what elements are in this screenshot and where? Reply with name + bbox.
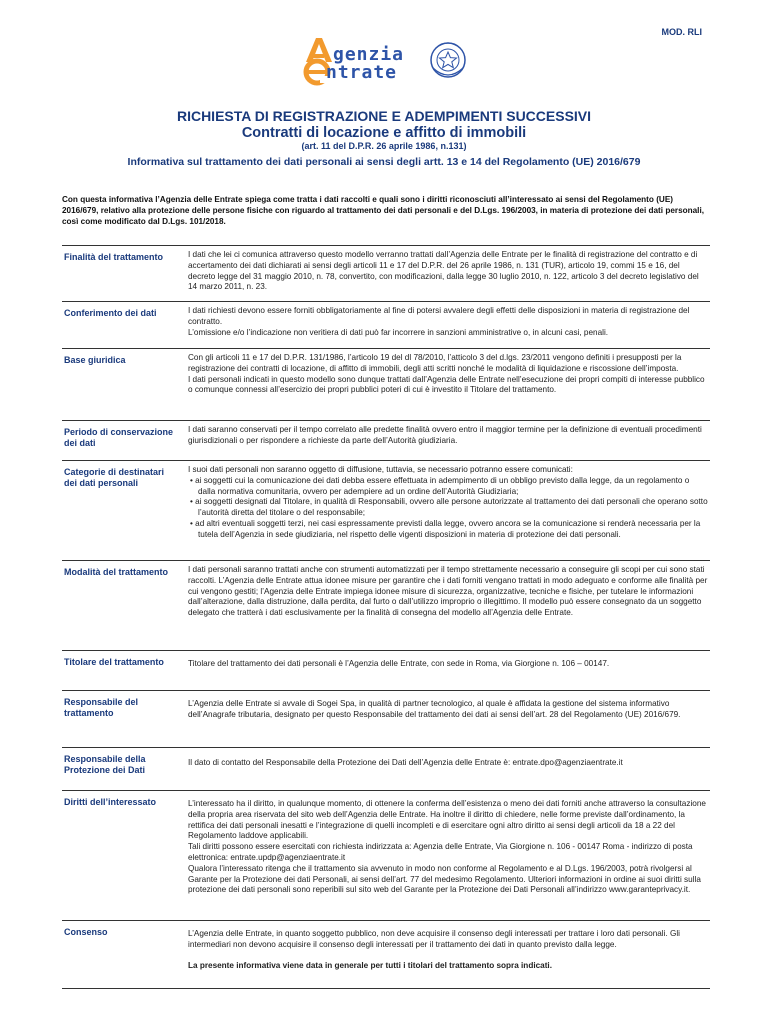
section-label: Titolare del trattamento	[64, 657, 164, 667]
section-finalita	[62, 245, 710, 302]
section-content	[188, 306, 708, 338]
paragraph: Tali diritti possono essere esercitati con richiesta indirizzata a: Agenzia delle Entrate, Via Giorgione n. 106 - 00147 Roma - indirizzo di posta elettronica: entrate.updp@agenziaentrate.it	[188, 842, 693, 862]
section-base-giuridica	[62, 348, 710, 421]
paragraph: L’interessato ha il diritto, in qualunque momento, di ottenere la conferma dell’esistenza o meno dei dati forniti anche attraverso la consultazione della propria area riservata del sito web dell’Agenzia delle Entrate. Ha inoltre il diritto di chiedere, nelle forme previste dall’ordinamento, la rettifica dei dati personali inesatti e l’integrazione di quelli incompleti e di esercitare ogni altro diritto ai sensi degli articoli da 18 a 22 del Regolamento laddove applicabili.	[188, 799, 706, 841]
model-code: MOD. RLI	[661, 27, 702, 37]
section-label: Responsabile della Protezione dei Dati	[64, 754, 146, 775]
paragraph: Con gli articoli 11 e 17 del D.P.R. 131/1986, l’articolo 19 del dl 78/2010, l’atticolo 3 del d.lgs. 23/2011 vengono definiti i presupposti per la registrazione dei contratti di locazione, di affitto di immobili, degli atti scritti nonché le modalità di liquidazione e riscossione dell’imposta.	[188, 353, 682, 373]
section-label: Diritti dell’interessato	[64, 797, 157, 807]
intro-paragraph: Con questa informativa l’Agenzia delle Entrate spiega come tratta i dati raccolti e quali sono i diritti riconosciuti all’interessato ai sensi del Regolamento (UE) 2016/679, relativo alla protezione delle persone fisiche con riguardo al trattamento dei dati personali e del D.Lgs. 196/2003, in materia di protezione dei dati personali, così come modificato dal D.Lgs. 101/2018.	[62, 195, 705, 226]
section-label: Responsabile del trattamento	[64, 697, 139, 718]
section-diritti	[62, 790, 710, 921]
paragraph: L’omissione e/o l’indicazione non veritiera di dati può far incorrere in sanzioni amministrative o, in alcuni casi, penali.	[188, 327, 609, 337]
section-label: Base giuridica	[64, 355, 126, 365]
paragraph: Titolare del trattamento dei dati personali è l’Agenzia delle Entrate, con sede in Roma, via Giorgione n. 106 – 00147.	[188, 659, 610, 668]
privacy-notice-title: Informativa sul trattamento dei dati personali ai sensi degli artt. 13 e 14 del Regolamento (UE) 2016/679	[127, 156, 641, 168]
section-content	[188, 799, 708, 896]
section-content	[188, 353, 708, 396]
paragraph: Il dato di contatto del Responsabile della Protezione dei Dati dell’Agenzia delle Entrate è: entrate.dpo@agenziaentrate.it	[188, 758, 623, 767]
section-label: Periodo di conservazione dei dati	[64, 427, 174, 448]
paragraph: I dati saranno conservati per il tempo correlato alle predette finalità ovvero entro il maggior termine per la definizione di eventuali procedimenti giurisdizionali o per rispondere a richieste da parte dell’Autorità giudiziaria.	[188, 425, 702, 445]
section-content	[188, 465, 708, 541]
agenzia-entrate-logo	[300, 34, 468, 86]
section-modalita	[62, 560, 710, 651]
paragraph: L’Agenzia delle Entrate, in quanto soggetto pubblico, non deve acquisire il consenso degli interessati per trattare i loro dati personali. Gli intermediari non devono acquisire il consenso degli interessati per il trattamento dei dati in quanto previsto dalla legge.	[188, 929, 681, 949]
section-content	[188, 929, 708, 971]
paragraph: I dati personali indicati in questo modello sono dunque trattati dall’Agenzia delle Entrate nell’esecuzione dei propri compiti di interesse pubblico o comunque connessi all’esercizio dei propri pubblici poteri di cui è investito il Titolare del trattamento.	[188, 374, 705, 395]
closing-statement: La presente informativa viene data in generale per tutti i titolari del trattamento sopra indicati.	[188, 960, 552, 970]
section-titolare	[62, 650, 710, 691]
bullet-item: • ad altri eventuali soggetti terzi, nei casi espressamente previsti dalla legge, ovvero ancora se la comunicazione si renderà necessaria per la tutela dell’Agenzia in sede giudiziaria, nel rispetto delle vigenti disposizioni in materia di protezione dei dati personali.	[190, 518, 701, 539]
section-label: Categorie di destinatari dei dati personali	[64, 467, 165, 488]
section-consenso	[62, 920, 710, 989]
paragraph: I suoi dati personali non saranno oggetto di diffusione, tuttavia, se necessario potranno essere comunicati:	[188, 465, 573, 474]
logo-text-agenzia: genzia	[333, 44, 405, 65]
document-subtitle: Contratti di locazione e affitto di immobili	[241, 125, 527, 141]
section-content	[188, 250, 708, 293]
logo-text-entrate: ntrate	[326, 62, 398, 83]
section-conferimento	[62, 301, 710, 349]
paragraph: Qualora l’interessato ritenga che il trattamento sia avvenuto in modo non conforme al Regolamento e al D.Lgs. 196/2003, potrà rivolgersi al Garante per la Protezione dei dati Personali, ai sensi dell’art. 77 del medesimo Regolamento. Ulteriori informazioni in ordine ai suoi diritti sulla protezione dei dati personali sono reperibili sul sito web del Garante per la Protezione dei Dati Personali all’indirizzo www.garanteprivacy.it.	[188, 863, 701, 895]
paragraph: I dati che lei ci comunica attraverso questo modello verranno trattati dall’Agenzia delle Entrate per le finalità di registrazione del contratto e di accertamento dei dati dichiarati ai sensi degli articoli 11 e 17 del D.P.R. del 26 aprile 1986, n. 131 (TUR), articolo 19, commi 15 e 16, del decreto legge del 31 maggio 2010, n. 78, convertito, con modificazioni, dalla legge 30 luglio 2010, n. 122, articolo 3 del decreto legislativo del 14 marzo 2011, n. 23.	[188, 250, 699, 292]
section-content	[188, 699, 708, 721]
law-reference: (art. 11 del D.P.R. 26 aprile 1986, n.131)	[301, 141, 467, 151]
section-content	[188, 758, 708, 769]
bullet-item: • ai soggetti cui la comunicazione dei dati debba essere effettuata in adempimento di un obbligo previsto dalla legge, da un regolamento o dalla normativa comunitaria, ovvero per adempiere ad un ordine dell’Autorità Giudiziaria;	[190, 475, 690, 496]
section-content	[188, 425, 708, 447]
section-dpo	[62, 747, 710, 791]
bottom-divider	[62, 988, 710, 989]
paragraph: L’Agenzia delle Entrate si avvale di Sogei Spa, in qualità di partner tecnologico, al quale è affidata la gestione del sistema informativo dell’Anagrafe tributaria, designato per questo Responsabile del trattamento dei dati ai sensi dell’art. 28 del Regolamento (UE) 2016/679.	[188, 699, 681, 719]
section-label: Consenso	[64, 927, 108, 937]
section-categorie	[62, 460, 710, 561]
section-content	[188, 565, 708, 619]
republic-emblem-icon	[428, 38, 468, 82]
section-label: Conferimento dei dati	[64, 308, 157, 318]
section-label: Modalità del trattamento	[64, 567, 169, 577]
section-periodo	[62, 420, 710, 461]
section-content	[188, 659, 708, 670]
paragraph: I dati personali saranno trattati anche con strumenti automatizzati per il tempo strettamente necessario a conseguire gli scopi per cui sono stati raccolti. L’Agenzia delle Entrate attua idonee misure per garantire che i dati forniti vengano trattati in modo adeguato e conforme alle finalità per cui vengono gestiti; l’Agenzia delle Entrate impiega idonee misure di sicurezza, organizzative, tecniche e fisiche, per tutelare le informazioni dall’alterazione, dalla distruzione, dalla perdita, dal furto o dall’utilizzo improprio o illegittimo. Il modello può essere consegnato da un soggetto delegato che tratterà i dati esclusivamente per la finalità di consegna del modello all’Agenzia delle Entrate.	[188, 565, 708, 618]
bullet-item: • ai soggetti designati dal Titolare, in qualità di Responsabili, ovvero alle persone autorizzate al trattamento dei dati personali che operano sotto l’autorità diretta del titolare o del responsabile;	[190, 497, 708, 518]
document-title: RICHIESTA DI REGISTRAZIONE E ADEMPIMENTI SUCCESSIVI	[176, 108, 592, 124]
section-label: Finalità del trattamento	[64, 252, 164, 262]
paragraph: I dati richiesti devono essere forniti obbligatoriamente al fine di potersi avvalere degli effetti delle disposizioni in materia di registrazione del contratto.	[188, 306, 690, 326]
section-responsabile	[62, 690, 710, 748]
